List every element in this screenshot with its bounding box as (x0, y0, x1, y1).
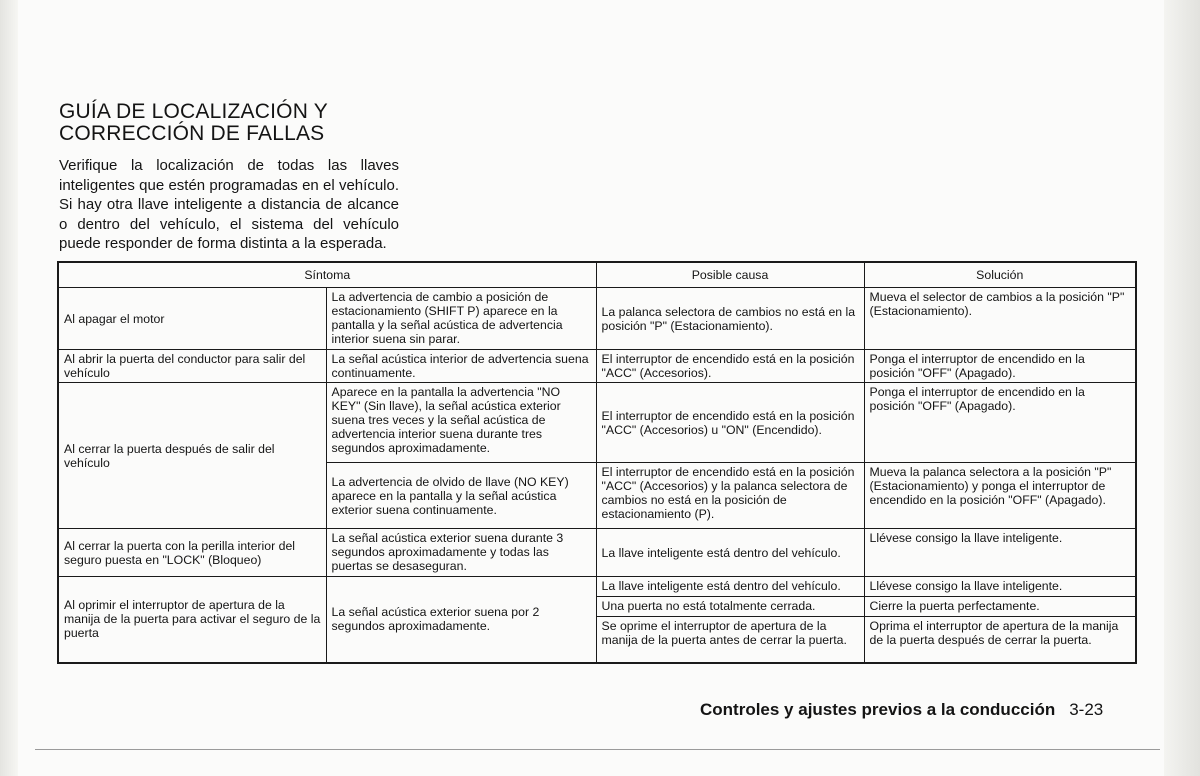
header-solution: Solución (864, 262, 1136, 288)
symptom-cell: Al cerrar la puerta después de salir del vehículo (58, 383, 326, 529)
footer-section-title: Controles y ajustes previos a la conducción (700, 700, 1056, 719)
page-number: 3-23 (1069, 700, 1104, 719)
detail-cell: La señal acústica exterior suena por 2 segundos aproximadamente. (326, 577, 596, 663)
page-edge-shadow-right (1164, 0, 1200, 776)
cause-cell: El interruptor de encendido está en la posición "ACC" (Accesorios) u "ON" (Encendido). (596, 383, 864, 463)
detail-cell: La señal acústica interior de advertencia suena continuamente. (326, 350, 596, 383)
detail-cell: La señal acústica exterior suena durante 3 segundos aproximadamente y todas las puertas se desaseguran. (326, 529, 596, 577)
header-cause: Posible causa (596, 262, 864, 288)
cause-cell: Una puerta no está totalmente cerrada. (596, 597, 864, 617)
detail-cell: La advertencia de cambio a posición de estacionamiento (SHIFT P) aparece en la pantalla y la señal acústica de advertencia interior suena sin parar. (326, 288, 596, 350)
table-row (58, 383, 1136, 463)
section-title-line1: GUÍA DE LOCALIZACIÓN Y (59, 100, 328, 123)
table-row (58, 288, 1136, 350)
symptom-cell: Al cerrar la puerta con la perilla interior del seguro puesta en "LOCK" (Bloqueo) (58, 529, 326, 577)
cause-cell: Se oprime el interruptor de apertura de la manija de la puerta antes de cerrar la puerta. (596, 617, 864, 663)
cause-cell: La palanca selectora de cambios no está en la posición "P" (Estacionamiento). (596, 288, 864, 350)
solution-cell: Ponga el interruptor de encendido en la posición "OFF" (Apagado). (864, 350, 1136, 383)
symptom-cell: Al abrir la puerta del conductor para salir del vehículo (58, 350, 326, 383)
solution-cell: Mueva la palanca selectora a la posición "P" (Estacionamiento) y ponga el interruptor de encendido en la posición "OFF" (Apagado). (864, 463, 1136, 529)
section-title-line2: CORRECCIÓN DE FALLAS (59, 122, 325, 145)
solution-cell: Cierre la puerta perfectamente. (864, 597, 1136, 617)
detail-cell: Aparece en la pantalla la advertencia "NO KEY" (Sin llave), la señal acústica exterior suena tres veces y la señal acústica de advertencia interior suena durante tres segundos aproximadamente. (326, 383, 596, 463)
symptom-cell: Al oprimir el interruptor de apertura de la manija de la puerta para activar el seguro de la puerta (58, 577, 326, 663)
cause-cell: El interruptor de encendido está en la posición "ACC" (Accesorios) y la palanca selectora de cambios no está en la posición de estacionamiento (P). (596, 463, 864, 529)
table-row (58, 529, 1136, 577)
header-symptom: Síntoma (58, 262, 596, 288)
page-edge-shadow-left (0, 0, 18, 776)
page-footer (700, 700, 1140, 720)
section-title (59, 101, 479, 145)
solution-cell: Ponga el interruptor de encendido en la posición "OFF" (Apagado). (864, 383, 1136, 463)
table-row (58, 577, 1136, 597)
solution-cell: Mueva el selector de cambios a la posición "P" (Estacionamiento). (864, 288, 1136, 350)
symptom-cell: Al apagar el motor (58, 288, 326, 350)
cause-cell: El interruptor de encendido está en la posición "ACC" (Accesorios). (596, 350, 864, 383)
intro-paragraph: Verifique la localización de todas las llaves inteligentes que estén programadas en el vehículo. Si hay otra llave inteligente a distancia de alcance o dentro del vehículo, el sistema del vehículo puede responder de forma distinta a la esperada. (59, 157, 399, 252)
solution-cell: Oprima el interruptor de apertura de la manija de la puerta después de cerrar la puerta. (864, 617, 1136, 663)
table-header-row (58, 262, 1136, 288)
troubleshooting-table (57, 261, 1137, 664)
cause-cell: La llave inteligente está dentro del vehículo. (596, 529, 864, 577)
solution-cell: Llévese consigo la llave inteligente. (864, 577, 1136, 597)
cause-cell: La llave inteligente está dentro del vehículo. (596, 577, 864, 597)
table-row (58, 350, 1136, 383)
bottom-divider (35, 749, 1160, 750)
solution-cell: Llévese consigo la llave inteligente. (864, 529, 1136, 577)
detail-cell: La advertencia de olvido de llave (NO KEY) aparece en la pantalla y la señal acústica exterior suena continuamente. (326, 463, 596, 529)
